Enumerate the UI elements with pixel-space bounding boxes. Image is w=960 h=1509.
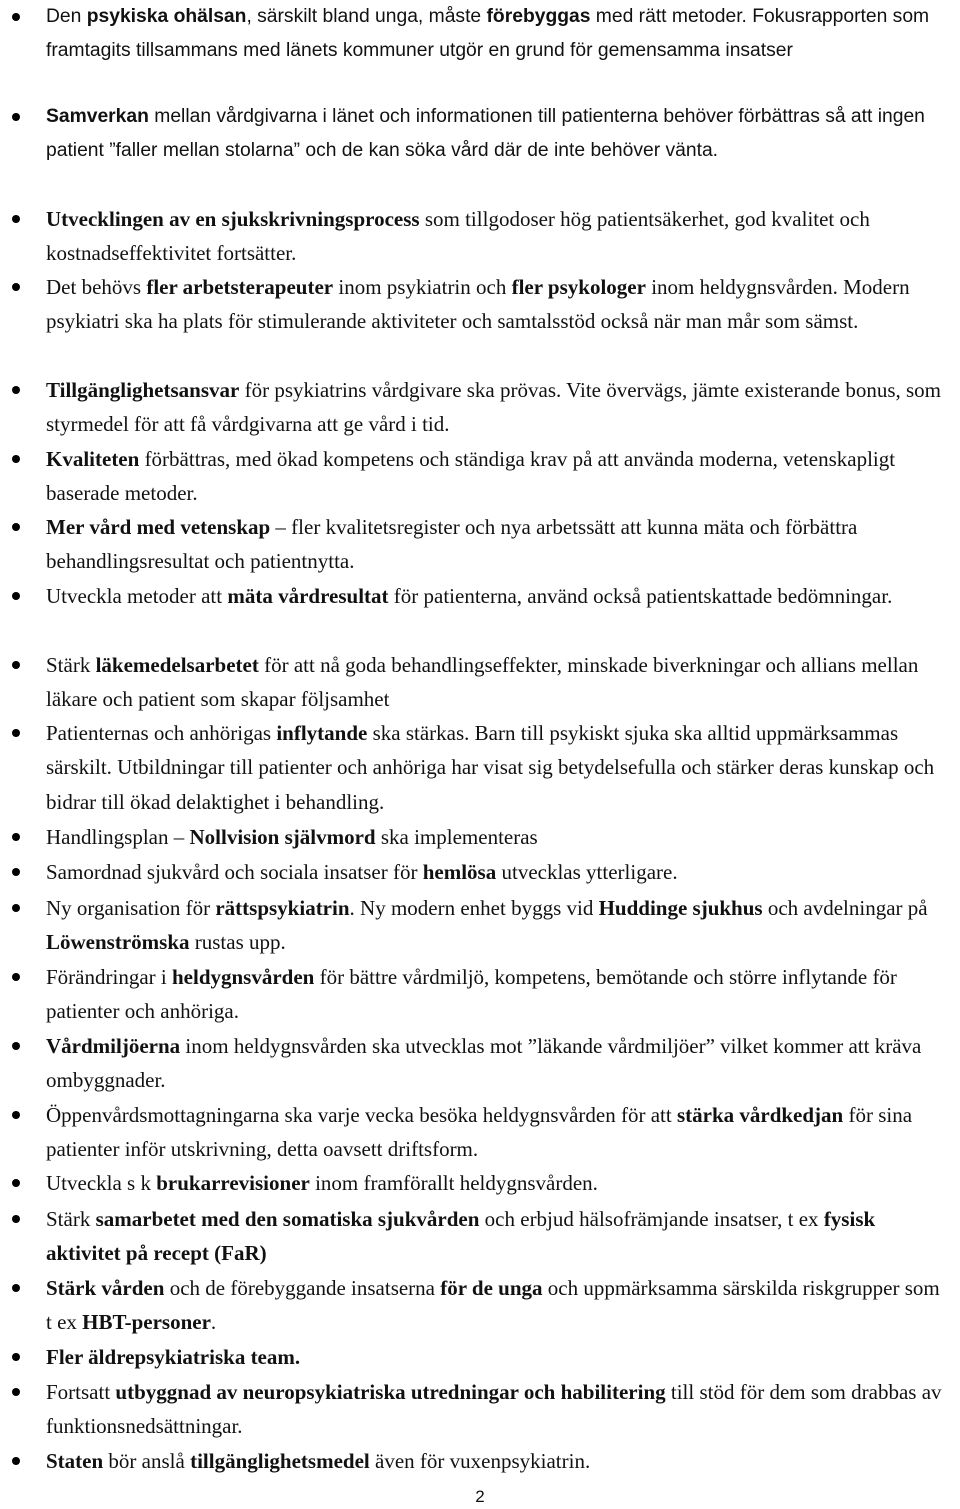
text-segment: ska implementeras [375, 825, 538, 849]
bold-text: Samverkan [46, 106, 149, 127]
list-item-text [46, 373, 946, 442]
text-segment: och uppmärksamma särskilda riskgrupper som t ex [46, 1276, 940, 1335]
bold-text: fysisk aktivitet på recept (FaR) [46, 1207, 876, 1266]
text-segment: . Ny modern enhet byggs vid [349, 896, 599, 920]
text-segment: utvecklas ytterligare. [496, 860, 678, 884]
bold-text: brukarrevisioner [156, 1171, 310, 1195]
bold-text: Nollvision självmord [189, 825, 376, 849]
bullet-icon [12, 523, 20, 531]
bullet-icon [12, 386, 20, 394]
list-item-text [46, 202, 946, 271]
bullet-icon [12, 215, 20, 223]
text-segment: Den [46, 6, 87, 27]
text-segment: och de förebyggande insatserna [164, 1276, 441, 1300]
list-item-text [46, 855, 946, 889]
bold-text: rättspsykiatrin [215, 896, 350, 920]
list-item-text [46, 960, 946, 1029]
text-segment: för bättre vårdmiljö, kompetens, bemötande och större inflytande för patienter och anhöriga. [46, 965, 897, 1024]
bullet-icon [12, 1353, 20, 1361]
text-segment: Ny organisation för [46, 896, 216, 920]
bullet-icon [12, 973, 20, 981]
text-segment: Handlingsplan – [46, 825, 190, 849]
bullet-icon [12, 1388, 20, 1396]
text-segment: för att nå goda behandlingseffekter, minskade biverkningar och allians mellan läkare och patient som skapar följsamhet [46, 653, 919, 712]
bullet-icon [12, 13, 20, 21]
list-item-text [46, 1340, 946, 1374]
bold-text: för de unga [440, 1276, 543, 1300]
bullet-icon [12, 113, 20, 121]
list-item-text [46, 648, 946, 717]
bold-text: förebyggas [486, 6, 591, 27]
text-segment: rustas upp. [189, 930, 286, 955]
bold-text: heldygnsvården [171, 965, 315, 989]
text-segment: Patienternas och anhörigas [46, 721, 277, 745]
text-segment: Stärk [46, 653, 96, 677]
bold-text: fler arbetsterapeuter [146, 275, 334, 299]
bold-text: Huddinge sjukhus [598, 896, 763, 920]
list-item-text [46, 820, 946, 854]
bold-text: Staten [46, 1449, 104, 1473]
list-item-text [46, 579, 946, 613]
text-segment: Det behövs [46, 275, 147, 299]
bold-text: läkemedelsarbetet [95, 653, 259, 677]
bold-text: mäta vårdresultat [227, 584, 389, 608]
list-item-text [46, 1271, 946, 1340]
bold-text: stärka vårdkedjan [676, 1103, 844, 1127]
list-item-text [46, 716, 946, 819]
text-segment: med rätt metoder. Fokusrapporten som framtagits tillsammans med länets kommuner utgör en grund för gemensamma insatser [46, 6, 930, 62]
bold-text: inflytande [276, 721, 368, 745]
list-item-text [46, 0, 946, 69]
text-segment: . [210, 1310, 217, 1335]
text-segment: inom heldygnsvården ska utvecklas mot ”läkande vårdmiljöer” vilket kommer att kräva ombyggnader. [46, 1034, 922, 1093]
bullet-icon [12, 1215, 20, 1223]
bold-text: Utvecklingen av en sjukskrivningsprocess [46, 207, 420, 231]
list-item-text [46, 1375, 946, 1444]
text-segment: mellan vårdgivarna i länet och informationen till patienterna behöver förbättras så att ingen patient ”faller mellan stolarna” och de kan söka vård där de inte behöver vänta. [46, 106, 925, 162]
text-segment: inom psykiatrin och [333, 275, 512, 299]
text-segment: och avdelningar på [762, 896, 928, 920]
list-item-text [46, 270, 946, 339]
text-segment: som tillgodoser hög patientsäkerhet, god kvalitet och kostnadseffektivitet fortsätter. [46, 207, 870, 266]
text-segment: Fortsatt [46, 1380, 116, 1404]
bullet-icon [12, 1457, 20, 1465]
text-segment: Stärk [46, 1207, 96, 1231]
bold-text: psykiska ohälsan [86, 6, 247, 27]
list-item-text [46, 1098, 946, 1167]
bullet-icon [12, 868, 20, 876]
text-segment: bör anslå [103, 1449, 191, 1473]
bullet-icon [12, 1042, 20, 1050]
bold-text: Stärk vården [46, 1276, 165, 1300]
bold-text: utbyggnad av neuropsykiatriska utredningar och habilitering [115, 1380, 666, 1404]
list-item-text [46, 1444, 946, 1478]
bullet-icon [12, 1284, 20, 1292]
list-item-text [46, 1202, 946, 1271]
list-item-text [46, 100, 946, 169]
bullet-icon [12, 904, 20, 912]
text-segment: ska stärkas. Barn till psykiskt sjuka ska alltid uppmärksammas särskilt. Utbildningar till patienter och anhöriga har visat sig betydelsefulla och stärker deras kunskap och bidrar till ökad delaktighet i behandling. [46, 721, 935, 814]
bullet-icon [12, 592, 20, 600]
bullet-icon [12, 283, 20, 291]
bullet-icon [12, 833, 20, 841]
bold-text: Vårdmiljöerna [46, 1034, 181, 1058]
text-segment: Samordnad sjukvård och sociala insatser för [46, 860, 423, 884]
text-segment: för sina patienter inför utskrivning, detta oavsett driftsform. [46, 1103, 913, 1162]
text-segment: förbättras, med ökad kompetens och ständiga krav på att använda moderna, vetenskapligt baserade metoder. [46, 447, 896, 506]
text-segment: även för vuxenpsykiatrin. [369, 1449, 591, 1473]
bullet-icon [12, 729, 20, 737]
text-segment: Förändringar i [46, 965, 172, 989]
text-segment: för patienterna, använd också patientskattade bedömningar. [388, 584, 893, 608]
bold-text: hemlösa [422, 860, 497, 884]
bullet-icon [12, 1179, 20, 1187]
text-segment: för psykiatrins vårdgivare ska prövas. Vite övervägs, jämte existerande bonus, som styrmedel för att få vårdgivarna att ge vård i tid. [46, 378, 942, 437]
bullet-icon [12, 661, 20, 669]
text-segment: , särskilt bland unga, måste [246, 6, 487, 27]
text-segment: Utveckla metoder att [46, 584, 228, 608]
text-segment: Utveckla s k [46, 1171, 157, 1195]
bold-text: Tillgänglighetsansvar [46, 378, 240, 402]
list-item-text [46, 1166, 946, 1200]
page-number: 2 [475, 1487, 485, 1506]
bold-text: Kvaliteten [46, 447, 140, 471]
bullet-icon [12, 1111, 20, 1119]
bold-text: Fler äldrepsykiatriska team. [46, 1345, 301, 1369]
bold-text: fler psykologer [511, 275, 646, 299]
list-item-text [46, 442, 946, 511]
list-item-text [46, 1029, 946, 1098]
bold-text: Mer vård med vetenskap [46, 515, 271, 539]
text-segment: – fler kvalitetsregister och nya arbetssätt att kunna mäta och förbättra behandlingsresultat och patientnytta. [46, 515, 858, 574]
bold-text: Löwenströmska [46, 930, 190, 955]
text-segment: till stöd för dem som drabbas av funktionsnedsättningar. [46, 1380, 942, 1439]
text-segment: inom heldygnsvården. Modern psykiatri ska ha plats för stimulerande aktiviteter och samtalsstöd också när man mår som sämst. [46, 275, 910, 334]
text-segment: Öppenvårdsmottagningarna ska varje vecka besöka heldygnsvården för att [46, 1103, 677, 1127]
bold-text: samarbetet med den somatiska sjukvården [95, 1207, 480, 1231]
bold-text: HBT-personer [82, 1310, 211, 1335]
text-segment: inom framförallt heldygnsvården. [309, 1171, 598, 1195]
list-item-text [46, 510, 946, 579]
bullet-icon [12, 455, 20, 463]
list-item-text [46, 891, 946, 960]
bold-text: tillgänglighetsmedel [190, 1449, 370, 1473]
text-segment: och erbjud hälsofrämjande insatser, t ex [479, 1207, 824, 1231]
